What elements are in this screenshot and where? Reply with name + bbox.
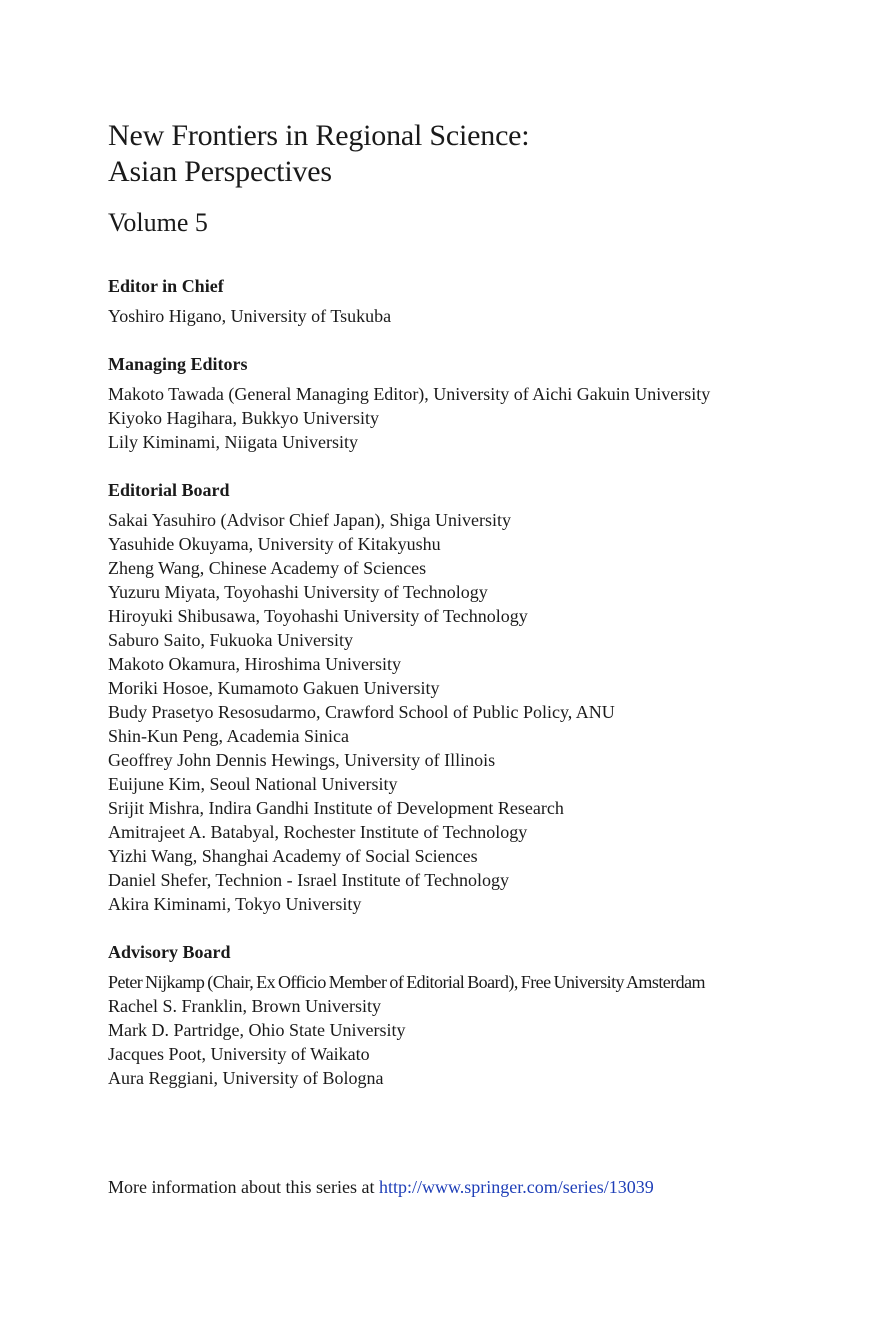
series-info-footer: [108, 1175, 654, 1199]
managing-editor-member: Lily Kiminami, Niigata University: [108, 432, 358, 452]
managing-editors-section: [108, 352, 828, 454]
editorial-board-member: Euijune Kim, Seoul National University: [108, 774, 398, 794]
series-title: [108, 118, 529, 190]
editorial-board-member: Makoto Okamura, Hiroshima University: [108, 654, 401, 674]
advisory-board-member: Peter Nijkamp (Chair, Ex Officio Member of Editorial Board), Free University Amsterdam: [108, 972, 705, 992]
editorial-board-member: Budy Prasetyo Resosudarmo, Crawford School of Public Policy, ANU: [108, 702, 615, 722]
advisory-board-member: Jacques Poot, University of Waikato: [108, 1044, 370, 1064]
editorial-board-member: Shin-Kun Peng, Academia Sinica: [108, 726, 349, 746]
editorial-board-member: Yasuhide Okuyama, University of Kitakyushu: [108, 534, 441, 554]
managing-editors-list: [108, 382, 828, 454]
advisory-board-member: Mark D. Partridge, Ohio State University: [108, 1020, 406, 1040]
editorial-board-heading: Editorial Board: [108, 480, 230, 500]
advisory-board-list: [108, 970, 828, 1090]
advisory-board-member: Aura Reggiani, University of Bologna: [108, 1068, 384, 1088]
editorial-board-member: Zheng Wang, Chinese Academy of Sciences: [108, 558, 427, 578]
editorial-board-member: Geoffrey John Dennis Hewings, University of Illinois: [108, 750, 496, 770]
series-info-text: More information about this series at: [108, 1177, 379, 1197]
editorial-board-member: Akira Kiminami, Tokyo University: [108, 894, 362, 914]
editor-in-chief-heading: Editor in Chief: [108, 276, 224, 296]
advisory-board-heading: Advisory Board: [108, 942, 231, 962]
managing-editors-heading: Managing Editors: [108, 354, 248, 374]
editorial-board-member: Srijit Mishra, Indira Gandhi Institute of Development Research: [108, 798, 564, 818]
editor-in-chief-section: [108, 274, 828, 328]
editorial-board-member: Sakai Yasuhiro (Advisor Chief Japan), Shiga University: [108, 510, 511, 530]
series-info-link[interactable]: http://www.springer.com/series/13039: [378, 1177, 654, 1197]
managing-editor-member: Kiyoko Hagihara, Bukkyo University: [108, 408, 379, 428]
volume-number: Volume 5: [108, 208, 208, 237]
editor-in-chief-member: Yoshiro Higano, University of Tsukuba: [108, 306, 392, 326]
editorial-board-member: Moriki Hosoe, Kumamoto Gakuen University: [108, 678, 440, 698]
editorial-board-member: Yizhi Wang, Shanghai Academy of Social Sciences: [108, 846, 478, 866]
editorial-board-member: Saburo Saito, Fukuoka University: [108, 630, 353, 650]
editorial-board-member: Hiroyuki Shibusawa, Toyohashi University of Technology: [108, 606, 528, 626]
editorial-board-member: Daniel Shefer, Technion - Israel Institute of Technology: [108, 870, 509, 890]
series-title-line-2: Asian Perspectives: [108, 155, 332, 188]
editor-in-chief-list: [108, 304, 828, 328]
advisory-board-member: Rachel S. Franklin, Brown University: [108, 996, 381, 1016]
managing-editor-member: Makoto Tawada (General Managing Editor), University of Aichi Gakuin University: [108, 384, 711, 404]
advisory-board-section: [108, 940, 828, 1090]
editorial-board-member: Amitrajeet A. Batabyal, Rochester Institute of Technology: [108, 822, 528, 842]
series-title-line-1: New Frontiers in Regional Science:: [108, 119, 530, 152]
editorial-board-section: [108, 478, 828, 916]
editorial-board-list: [108, 508, 828, 916]
editorial-board-member: Yuzuru Miyata, Toyohashi University of Technology: [108, 582, 488, 602]
